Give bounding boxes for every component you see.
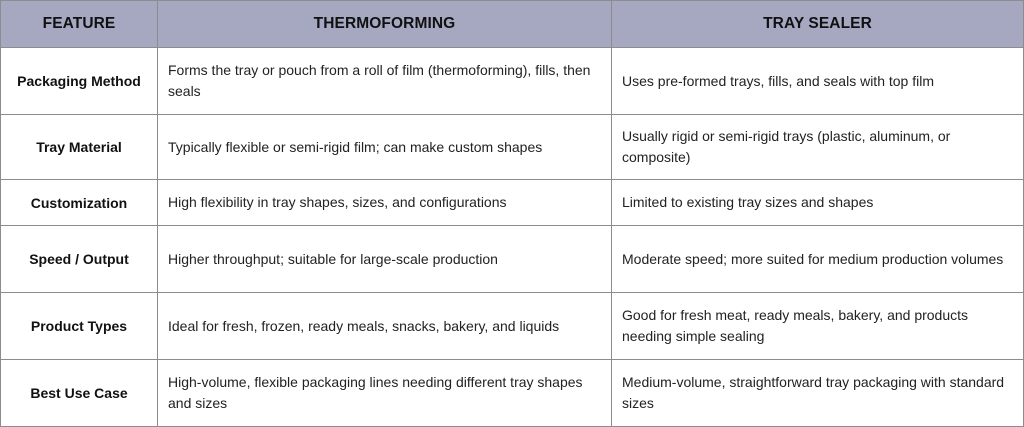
table-row [1, 226, 1024, 293]
row-feature-label: Best Use Case [1, 360, 158, 427]
thermoforming-cell: Typically flexible or semi-rigid film; can make custom shapes [158, 115, 612, 180]
thermoforming-cell: High-volume, flexible packaging lines needing different tray shapes and sizes [158, 360, 612, 427]
thermoforming-cell: High flexibility in tray shapes, sizes, and configurations [158, 180, 612, 226]
row-feature-label: Tray Material [1, 115, 158, 180]
row-feature-label: Product Types [1, 293, 158, 360]
table-row [1, 115, 1024, 180]
thermoforming-cell: Ideal for fresh, frozen, ready meals, snacks, bakery, and liquids [158, 293, 612, 360]
header-tray-sealer: TRAY SEALER [612, 1, 1024, 48]
row-feature-label: Customization [1, 180, 158, 226]
header-thermoforming: THERMOFORMING [158, 1, 612, 48]
tray-sealer-cell: Uses pre-formed trays, fills, and seals with top film [612, 48, 1024, 115]
thermoforming-cell: Forms the tray or pouch from a roll of film (thermoforming), fills, then seals [158, 48, 612, 115]
row-feature-label: Packaging Method [1, 48, 158, 115]
row-feature-label: Speed / Output [1, 226, 158, 293]
table-row [1, 48, 1024, 115]
table-row [1, 180, 1024, 226]
thermoforming-cell: Higher throughput; suitable for large-scale production [158, 226, 612, 293]
tray-sealer-cell: Good for fresh meat, ready meals, bakery, and products needing simple sealing [612, 293, 1024, 360]
header-row [1, 1, 1024, 48]
table-row [1, 360, 1024, 427]
tray-sealer-cell: Medium-volume, straightforward tray packaging with standard sizes [612, 360, 1024, 427]
tray-sealer-cell: Moderate speed; more suited for medium production volumes [612, 226, 1024, 293]
header-feature: FEATURE [1, 1, 158, 48]
table-row [1, 293, 1024, 360]
tray-sealer-cell: Usually rigid or semi-rigid trays (plastic, aluminum, or composite) [612, 115, 1024, 180]
tray-sealer-cell: Limited to existing tray sizes and shapes [612, 180, 1024, 226]
